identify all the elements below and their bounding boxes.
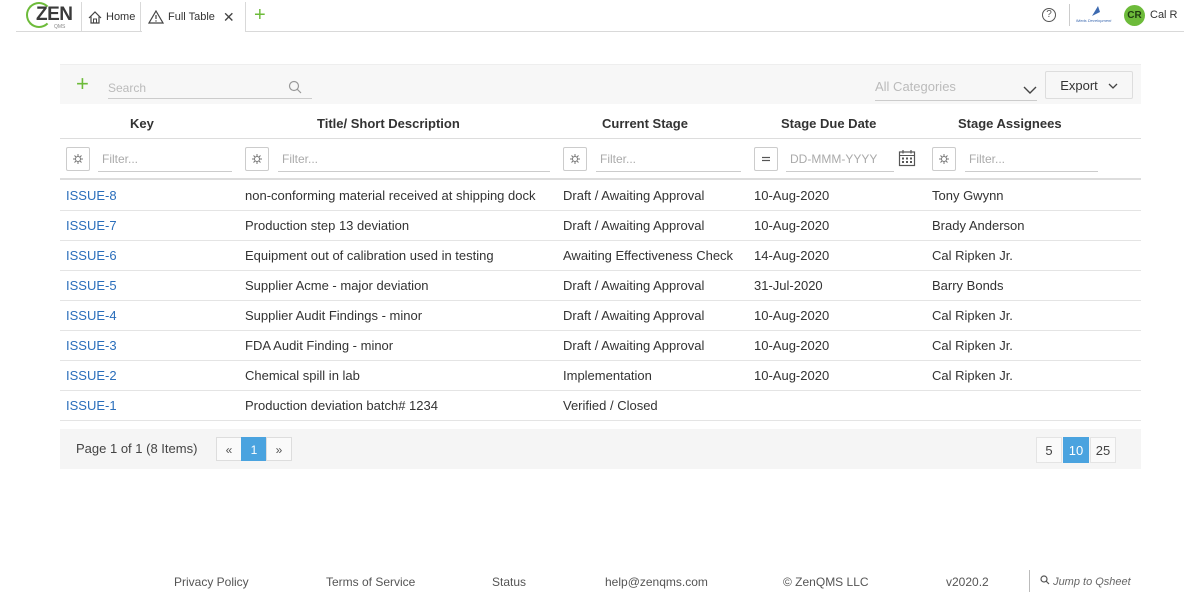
issue-stage: Draft / Awaiting Approval [563, 188, 705, 203]
warning-icon [148, 10, 164, 24]
home-icon [88, 11, 102, 24]
filter-input-key[interactable]: Filter... [98, 148, 232, 172]
issue-due-date: 10-Aug-2020 [754, 338, 830, 353]
table-row[interactable] [60, 181, 1141, 211]
table-row[interactable] [60, 271, 1141, 301]
status-link[interactable]: Status [492, 575, 527, 589]
issue-title: non-conforming material received at shipping dock [245, 188, 536, 203]
issue-key-link[interactable]: ISSUE-5 [66, 278, 117, 293]
issue-assignee: Tony Gwynn [932, 188, 1004, 203]
issue-key-link[interactable]: ISSUE-1 [66, 398, 117, 413]
next-page-button[interactable]: » [266, 437, 292, 461]
user-name[interactable]: Cal R [1150, 9, 1178, 21]
chevron-down-icon [1023, 83, 1037, 98]
copyright: © ZenQMS LLC [783, 575, 869, 589]
divider [1069, 4, 1070, 26]
add-tab-button[interactable]: + [254, 4, 266, 26]
jump-to-qsheet-input[interactable] [1040, 575, 1131, 588]
filter-options-button[interactable] [245, 147, 269, 171]
tab-full-table-label: Full Table [168, 11, 215, 23]
help-email-link[interactable]: help@zenqms.com [605, 575, 708, 589]
issue-due-date: 10-Aug-2020 [754, 188, 830, 203]
table-header [60, 108, 1141, 139]
logo-text: ZEN [36, 4, 73, 25]
issue-assignee: Cal Ripken Jr. [932, 338, 1013, 353]
issue-title: Supplier Acme - major deviation [245, 278, 429, 293]
search-box [108, 77, 312, 99]
filter-input-assignees[interactable]: Filter... [965, 148, 1098, 172]
issue-title: Chemical spill in lab [245, 368, 360, 383]
issue-assignee: Cal Ripken Jr. [932, 248, 1013, 263]
issue-title: Production step 13 deviation [245, 218, 410, 233]
issue-key-link[interactable]: ISSUE-8 [66, 188, 117, 203]
top-bar [16, 0, 1184, 32]
avatar[interactable]: CR [1124, 5, 1145, 26]
issue-key-link[interactable]: ISSUE-3 [66, 338, 117, 353]
issue-title: FDA Audit Finding - minor [245, 338, 394, 353]
filter-options-button[interactable] [66, 147, 90, 171]
equals-icon [760, 153, 772, 165]
issue-due-date: 10-Aug-2020 [754, 308, 830, 323]
column-header-due-date[interactable]: Stage Due Date [781, 116, 877, 131]
search-input[interactable] [108, 77, 278, 99]
bird-icon [1074, 4, 1118, 18]
table-row[interactable] [60, 211, 1141, 241]
issue-title: Supplier Audit Findings - minor [245, 308, 423, 323]
zenqms-logo[interactable] [26, 2, 82, 30]
calendar-icon[interactable] [898, 149, 916, 172]
close-icon[interactable]: ✕ [222, 8, 235, 25]
issue-stage: Awaiting Effectiveness Check [563, 248, 734, 263]
column-header-key[interactable]: Key [130, 116, 154, 131]
category-select[interactable] [875, 79, 1037, 101]
filter-row [60, 140, 1141, 180]
logo-sub: QMS [54, 24, 66, 30]
export-label: Export [1060, 77, 1098, 93]
divider [1029, 570, 1030, 592]
page-size-25[interactable]: 25 [1090, 437, 1116, 463]
privacy-policy-link[interactable]: Privacy Policy [174, 575, 249, 589]
filter-icon [938, 153, 950, 165]
search-icon[interactable] [288, 80, 302, 99]
date-operator-button[interactable] [754, 147, 778, 171]
table-row[interactable] [60, 331, 1141, 361]
table-row[interactable] [60, 241, 1141, 271]
tab-full-table[interactable] [142, 2, 246, 32]
filter-options-button[interactable] [563, 147, 587, 171]
issue-key-link[interactable]: ISSUE-6 [66, 248, 117, 263]
issue-assignee: Cal Ripken Jr. [932, 368, 1013, 383]
chevron-down-icon [1108, 78, 1118, 93]
column-header-title[interactable]: Title/ Short Description [317, 116, 460, 131]
page-1-button[interactable]: 1 [241, 437, 267, 461]
table-row[interactable] [60, 301, 1141, 331]
terms-of-service-link[interactable]: Terms of Service [326, 575, 416, 589]
issue-assignee: Cal Ripken Jr. [932, 308, 1013, 323]
tab-home[interactable] [81, 2, 141, 32]
issue-due-date: 10-Aug-2020 [754, 218, 830, 233]
issue-assignee: Barry Bonds [932, 278, 1004, 293]
jump-to-qsheet-label: Jump to Qsheet [1053, 576, 1131, 588]
version: v2020.2 [946, 575, 989, 589]
issue-stage: Verified / Closed [563, 398, 658, 413]
issue-stage: Draft / Awaiting Approval [563, 278, 705, 293]
filter-input-title[interactable]: Filter... [278, 148, 550, 172]
issue-due-date: 31-Jul-2020 [754, 278, 823, 293]
help-icon[interactable]: ? [1042, 8, 1056, 22]
filter-options-button[interactable] [932, 147, 956, 171]
search-icon [1040, 575, 1050, 585]
issue-due-date: 14-Aug-2020 [754, 248, 830, 263]
prev-page-button[interactable]: « [216, 437, 242, 461]
pagination-bar [60, 429, 1141, 469]
company-logo-text: iMeds Development [1076, 18, 1112, 23]
company-logo [1074, 4, 1118, 26]
issue-title: Production deviation batch# 1234 [245, 398, 438, 413]
column-header-assignees[interactable]: Stage Assignees [958, 116, 1062, 131]
table-row[interactable] [60, 391, 1141, 421]
issue-stage: Draft / Awaiting Approval [563, 338, 705, 353]
issue-stage: Draft / Awaiting Approval [563, 218, 705, 233]
category-value: All Categories [875, 79, 956, 94]
issue-stage: Draft / Awaiting Approval [563, 308, 705, 323]
filter-icon [569, 153, 581, 165]
table-toolbar [60, 64, 1141, 104]
page-size-10[interactable]: 10 [1063, 437, 1089, 463]
filter-input-stage[interactable]: Filter... [596, 148, 741, 172]
issue-stage: Implementation [563, 368, 652, 383]
issue-key-link[interactable]: ISSUE-2 [66, 368, 117, 383]
issue-due-date: 10-Aug-2020 [754, 368, 830, 383]
filter-input-due-date[interactable]: DD-MMM-YYYY [786, 148, 894, 172]
page-info: Page 1 of 1 (8 Items) [76, 441, 198, 456]
tab-home-label: Home [106, 11, 136, 23]
column-header-stage[interactable]: Current Stage [602, 116, 688, 131]
issue-key-link[interactable]: ISSUE-4 [66, 308, 117, 323]
issue-title: Equipment out of calibration used in testing [245, 248, 494, 263]
add-button[interactable]: + [76, 71, 89, 96]
table-row[interactable] [60, 361, 1141, 391]
footer [0, 568, 1200, 598]
export-button[interactable] [1045, 71, 1133, 99]
issue-key-link[interactable]: ISSUE-7 [66, 218, 117, 233]
filter-icon [251, 153, 263, 165]
page-size-5[interactable]: 5 [1036, 437, 1062, 463]
filter-icon [72, 153, 84, 165]
issue-assignee: Brady Anderson [932, 218, 1025, 233]
